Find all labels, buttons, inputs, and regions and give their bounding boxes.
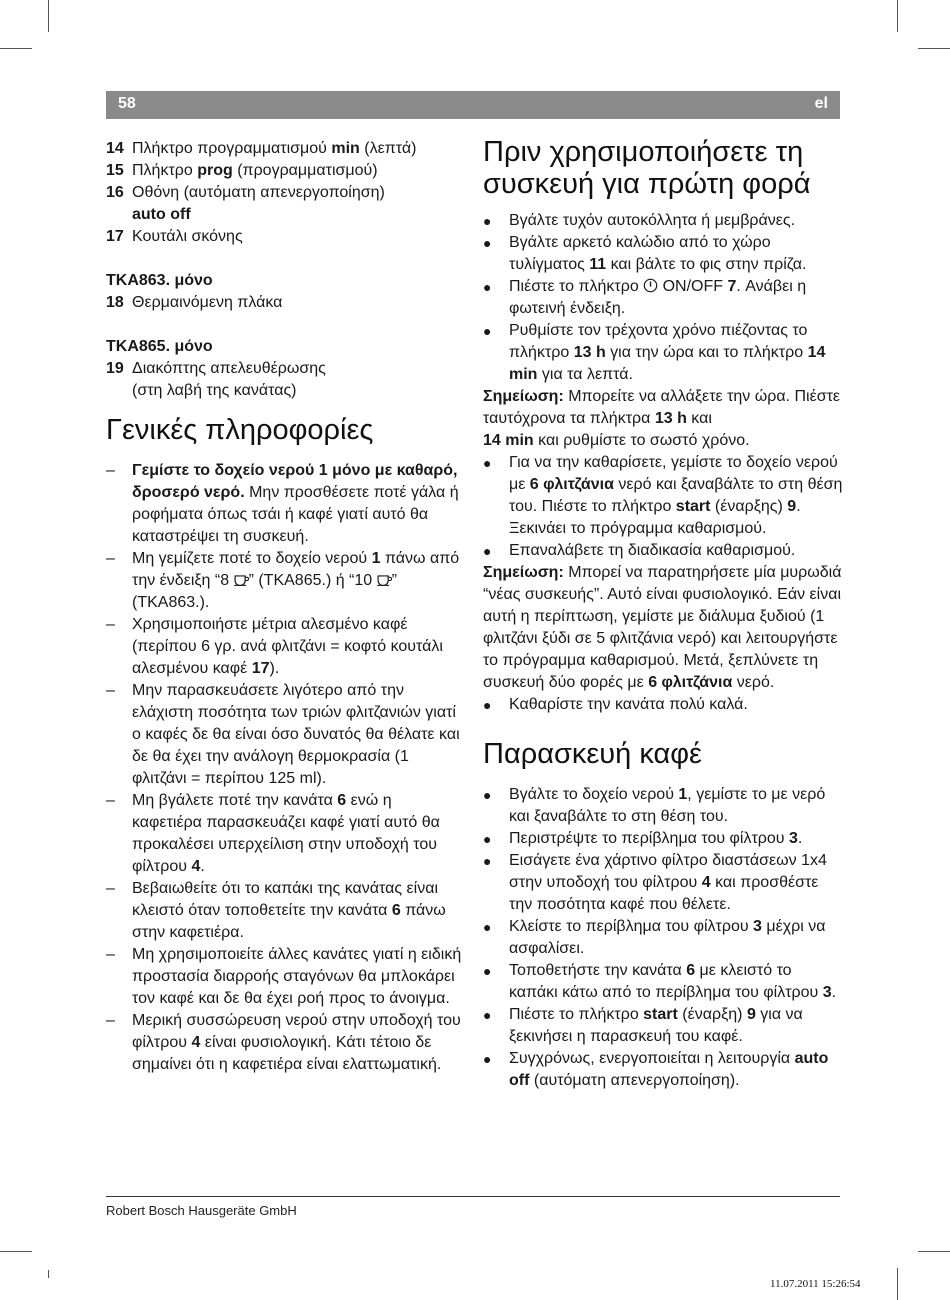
parts-list (106, 138, 462, 402)
cup-icon (234, 575, 249, 586)
list-item: ● Πιέστε το πλήκτρο start (έναρξη) 9 για να ξεκινήσει η παρασκευή του καφέ. (483, 1006, 803, 1045)
note: Σημείωση: Μπορείτε να αλλάξετε την ώρα. Πιέστε ταυτόχρονα τα πλήκτρα 13 h και 14 min και ρυθμίστε το σωστό χρόνο. (483, 388, 841, 449)
list-item: 14 Πλήκτρο προγραμματισμού min (λεπτά) (106, 140, 417, 157)
crop-mark (897, 1268, 898, 1300)
footer-company: Robert Bosch Hausgeräte GmbH (106, 1203, 297, 1218)
list-item: – Μη βγάλετε ποτέ την κανάτα 6 ενώ η καφετιέρα παρασκευάζει καφέ γιατί αυτό θα προκαλέσει υπερχείλιση στην υποδοχή του φίλτρου 4. (106, 792, 440, 875)
list-item: ● Καθαρίστε την κανάτα πολύ καλά. (483, 696, 748, 713)
list-item: 15 Πλήκτρο prog (προγραμματισμού) (106, 162, 378, 179)
list-item: – Γεμίστε το δοχείο νερού 1 μόνο με καθαρό, δροσερό νερό. Μην προσθέσετε ποτέ γάλα ή ροφήματα όπως τσάι ή καφέ γιατί αυτό θα καταστρέψει τη συσκευή. (106, 462, 459, 545)
section-heading: Γενικές πληροφορίες (106, 414, 374, 446)
right-column (483, 138, 843, 1092)
page-number: 58 (118, 95, 136, 112)
left-column (106, 138, 462, 1076)
crop-mark (0, 48, 32, 49)
header-bar (106, 91, 840, 119)
list-item: ● Τοποθετήστε την κανάτα 6 με κλειστό το καπάκι κάτω από το περίβλημα του φίλτρου 3. (483, 962, 837, 1001)
list-item: ● Πιέστε το πλήκτρο ON/OFF 7. Ανάβει η φωτεινή ένδειξη. (483, 278, 807, 317)
list-item: ● Περιστρέψτε το περίβλημα του φίλτρου 3. (483, 830, 803, 847)
note: Σημείωση: Μπορεί να παρατηρήσετε μία μυρωδιά “νέας συσκευής”. Αυτό είναι φυσιολογικό. Εάν είναι αυτή η περίπτωση, γεμίστε με διάλυμα ξυδιού (1 φλιτζάνι ξύδι σε 5 φλιτζάνια νερό) και λειτουργήστε το πρόγραμμα καθαρισμού. Μετά, ξεπλύνετε τη συσκευή δύο φορές με 6 φλιτζάνια νερό. (483, 564, 842, 691)
power-icon (643, 278, 658, 293)
list-item: – Μη γεμίζετε ποτέ το δοχείο νερού 1 πάνω από την ένδειξη “8 ” (TKA865.) ή “10 ” (TKA863.). (106, 550, 460, 611)
list-item: – Βεβαιωθείτε ότι το καπάκι της κανάτας είναι κλειστό όταν τοποθετείτε την κανάτα 6 πάνω στην καφετιέρα. (106, 880, 446, 941)
crop-mark (918, 48, 950, 49)
crop-mark (918, 1251, 950, 1252)
list-item: – Μερική συσσώρευση νερού στην υποδοχή του φίλτρου 4 είναι φυσιολογική. Κάτι τέτοιο δε σημαίνει ότι η καφετιέρα είναι ελαττωματική. (106, 1012, 461, 1073)
list-item: ● Βγάλτε αρκετό καλώδιο από το χώρο τυλίγματος 11 και βάλτε το φις στην πρίζα. (483, 234, 807, 273)
crop-mark (48, 0, 49, 32)
crop-mark (897, 0, 898, 32)
language-code: el (814, 95, 828, 112)
list-item: ● Συγχρόνως, ενεργοποιείται η λειτουργία auto off (αυτόματη απενεργοποίηση). (483, 1050, 829, 1089)
footer-divider (106, 1196, 840, 1197)
crop-mark (48, 1270, 49, 1278)
list-item: 19 Διακόπτης απελευθέρωσης (στη λαβή της κανάτας) (106, 360, 326, 399)
list-item: ● Επαναλάβετε τη διαδικασία καθαρισμού. (483, 542, 796, 559)
print-datestamp: 11.07.2011 15:26:54 (770, 1278, 861, 1290)
model-label: TKA865. μόνο (106, 338, 213, 355)
list-item: 18 Θερμαινόμενη πλάκα (106, 294, 283, 311)
list-item: ● Βγάλτε το δοχείο νερού 1, γεμίστε το με νερό και ξαναβάλτε το στη θέση του. (483, 786, 826, 825)
list-item: – Μη χρησιμοποιείτε άλλες κανάτες γιατί η ειδική προστασία διαρροής σταγόνων θα μπλοκάρει τον καφέ και δε θα έχει ροή προς το άνοιγμα. (106, 946, 462, 1007)
crop-mark (0, 1251, 32, 1252)
list-item: ● Κλείστε το περίβλημα του φίλτρου 3 μέχρι να ασφαλίσει. (483, 918, 826, 957)
list-item: – Χρησιμοποιήστε μέτρια αλεσμένο καφέ (περίπου 6 γρ. ανά φλιτζάνι = κοφτό κουτάλι αλεσμένου καφέ 17). (106, 616, 443, 677)
section-heading: Παρασκευή καφέ (483, 738, 702, 770)
model-label: TKA863. μόνο (106, 272, 213, 289)
cup-icon (377, 575, 392, 586)
section-heading: Πριν χρησιμοποιήσετε τη συσκευή για πρώτη φορά (483, 136, 811, 200)
list-item: – Μην παρασκευάσετε λιγότερο από την ελάχιστη ποσότητα των τριών φλιτζανιών γιατί ο καφές δε θα είναι όσο δυνατός θα θέλατε και δε θα έχει την ανάλογη θερμοκρασία (1 φλιτζάνι = περίπου 125 ml). (106, 682, 460, 787)
list-item: ● Ρυθμίστε τον τρέχοντα χρόνο πιέζοντας το πλήκτρο 13 h για την ώρα και το πλήκτρο 14 min για τα λεπτά. (483, 322, 826, 383)
list-item: 16 Οθόνη (αυτόματη απενεργοποίηση) auto off (106, 184, 385, 223)
list-item: 17 Κουτάλι σκόνης (106, 228, 243, 245)
list-item: ● Εισάγετε ένα χάρτινο φίλτρο διαστάσεων 1x4 στην υποδοχή του φίλτρου 4 και προσθέστε την ποσότητα καφέ που θέλετε. (483, 852, 827, 913)
list-item: ● Για να την καθαρίσετε, γεμίστε το δοχείο νερού με 6 φλιτζάνια νερό και ξαναβάλτε το στη θέση του. Πιέστε το πλήκτρο start (έναρξης) 9. Ξεκινάει το πρόγραμμα καθαρισμού. (483, 454, 843, 537)
list-item: ● Βγάλτε τυχόν αυτοκόλλητα ή μεμβράνες. (483, 212, 796, 229)
